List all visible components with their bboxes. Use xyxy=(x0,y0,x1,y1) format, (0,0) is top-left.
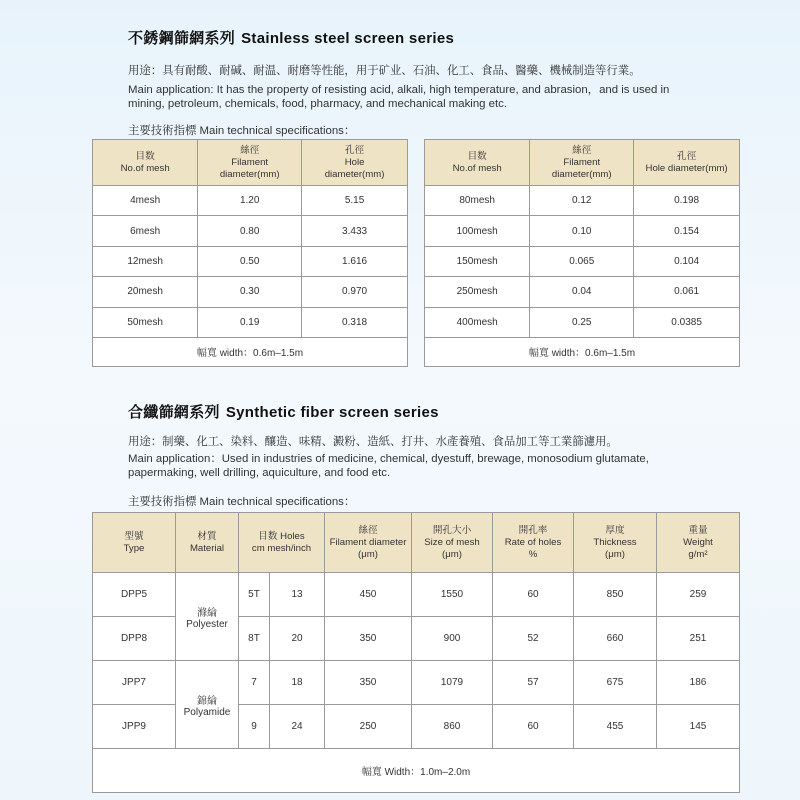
cell-type: JPP7 xyxy=(93,661,176,705)
header-mesh: 目数 No.of mesh xyxy=(93,140,198,186)
synthetic-usage-en-2: papermaking, well drilling, aquiculture, and food etc. xyxy=(128,467,391,479)
cell-hole: 0.970 xyxy=(302,277,408,307)
cell-material-polyamide: 錦綸 Polyamide xyxy=(176,661,239,749)
header-mesh-holes: 目数 Holes cm mesh/inch xyxy=(239,513,325,573)
cell-hole: 0.061 xyxy=(634,277,740,307)
cell-mesh-cm: 7 xyxy=(239,661,270,705)
cell-hole: 3.433 xyxy=(302,216,408,246)
header-hole: 孔徑 Hole diameter(mm) xyxy=(634,140,740,186)
stainless-title-en: Stainless steel screen series xyxy=(241,30,455,47)
cell-material-polyester: 滌綸 Polyester xyxy=(176,573,239,661)
header-type: 型號 Type xyxy=(93,513,176,573)
cell-rate: 57 xyxy=(493,661,574,705)
cell-mesh-inch: 18 xyxy=(270,661,325,705)
header-material: 材質 Material xyxy=(176,513,239,573)
cell-filament: 0.12 xyxy=(530,186,634,216)
stainless-usage-en-1: Main application: It has the property of resisting acid, alkali, high temperature, and abrasion，and is used in xyxy=(128,84,670,96)
cell-mesh-inch: 20 xyxy=(270,617,325,661)
cell-thickness: 660 xyxy=(574,617,657,661)
cell-mesh-inch: 24 xyxy=(270,705,325,749)
table-row xyxy=(93,307,408,337)
stainless-title xyxy=(128,27,454,48)
stainless-spec-label: 主要技術指標 Main technical specifications： xyxy=(128,125,356,137)
cell-type: JPP9 xyxy=(93,705,176,749)
cell-filament: 0.50 xyxy=(198,246,302,276)
table-row xyxy=(93,186,408,216)
cell-filament: 0.19 xyxy=(198,307,302,337)
cell-mesh: 50mesh xyxy=(93,307,198,337)
cell-hole: 0.198 xyxy=(634,186,740,216)
cell-weight: 251 xyxy=(657,617,740,661)
stainless-table-right xyxy=(424,139,740,367)
synthetic-usage-cn: 用途：制藥、化工、染料、釀造、味精、澱粉、造紙、打井、水產養殖、食品加工等工業篩濾用。 xyxy=(128,436,618,448)
header-mesh: 目数 No.of mesh xyxy=(425,140,530,186)
stainless-usage-cn: 用途：具有耐酸、耐碱、耐温、耐磨等性能，用于矿业、石油、化工、食品、醫藥、機械制造等行業。 xyxy=(128,65,641,77)
cell-rate: 52 xyxy=(493,617,574,661)
table-row xyxy=(93,661,740,705)
stainless-usage-en-2: mining, petroleum, chemicals, food, pharmacy, and mechanical making etc. xyxy=(128,98,508,110)
cell-mesh: 100mesh xyxy=(425,216,530,246)
cell-thickness: 455 xyxy=(574,705,657,749)
header-thickness: 厚度 Thickness (μm) xyxy=(574,513,657,573)
table-row xyxy=(93,216,408,246)
header-filament-diameter: 絲徑 Filament diameter (μm) xyxy=(325,513,412,573)
cell-thickness: 675 xyxy=(574,661,657,705)
cell-type: DPP5 xyxy=(93,573,176,617)
cell-size: 1079 xyxy=(412,661,493,705)
header-rate-of-holes: 開孔率 Rate of holes % xyxy=(493,513,574,573)
cell-rate: 60 xyxy=(493,573,574,617)
header-filament: 絲徑 Filament diameter(mm) xyxy=(198,140,302,186)
table-row xyxy=(425,186,740,216)
cell-mesh: 20mesh xyxy=(93,277,198,307)
cell-filament: 0.80 xyxy=(198,216,302,246)
cell-weight: 186 xyxy=(657,661,740,705)
cell-hole: 1.616 xyxy=(302,246,408,276)
cell-type: DPP8 xyxy=(93,617,176,661)
synthetic-usage-en-1: Main application：Used in industries of medicine, chemical, dyestuff, brewage, monosodium glutamate, xyxy=(128,453,649,465)
cell-mesh: 250mesh xyxy=(425,277,530,307)
cell-mesh-inch: 13 xyxy=(270,573,325,617)
cell-hole: 0.154 xyxy=(634,216,740,246)
cell-mesh-cm: 9 xyxy=(239,705,270,749)
cell-mesh: 12mesh xyxy=(93,246,198,276)
table-row xyxy=(425,307,740,337)
synthetic-title xyxy=(128,401,439,422)
table-row xyxy=(93,246,408,276)
cell-mesh: 80mesh xyxy=(425,186,530,216)
cell-filament: 0.25 xyxy=(530,307,634,337)
stainless-table-left xyxy=(92,139,408,367)
cell-filament: 0.30 xyxy=(198,277,302,307)
cell-mesh: 150mesh xyxy=(425,246,530,276)
table-row xyxy=(425,246,740,276)
synthetic-title-cn: 合纖篩網系列 xyxy=(128,404,220,421)
cell-mesh-cm: 5T xyxy=(239,573,270,617)
cell-filament: 350 xyxy=(325,617,412,661)
cell-filament: 0.065 xyxy=(530,246,634,276)
synthetic-title-en: Synthetic fiber screen series xyxy=(225,404,439,421)
cell-weight: 145 xyxy=(657,705,740,749)
table-row xyxy=(425,277,740,307)
synthetic-spec-label: 主要技術指標 Main technical specifications： xyxy=(128,496,356,508)
cell-filament: 0.10 xyxy=(530,216,634,246)
header-weight: 重量 Weight g/m² xyxy=(657,513,740,573)
cell-size: 1550 xyxy=(412,573,493,617)
cell-mesh: 400mesh xyxy=(425,307,530,337)
synthetic-table xyxy=(92,512,740,793)
table-row xyxy=(425,216,740,246)
cell-filament: 350 xyxy=(325,661,412,705)
stainless-title-cn: 不銹鋼篩網系列 xyxy=(128,30,236,47)
cell-thickness: 850 xyxy=(574,573,657,617)
cell-hole: 0.318 xyxy=(302,307,408,337)
cell-mesh: 6mesh xyxy=(93,216,198,246)
cell-rate: 60 xyxy=(493,705,574,749)
synthetic-width: 幅寬 Width：1.0m–2.0m xyxy=(93,749,740,793)
header-hole: 孔徑 Hole diameter(mm) xyxy=(302,140,408,186)
cell-filament: 250 xyxy=(325,705,412,749)
stainless-width-right: 幅寬 width：0.6m–1.5m xyxy=(425,337,740,366)
table-row xyxy=(93,277,408,307)
cell-filament: 0.04 xyxy=(530,277,634,307)
cell-mesh-cm: 8T xyxy=(239,617,270,661)
header-filament: 絲徑 Filament diameter(mm) xyxy=(530,140,634,186)
table-row xyxy=(93,573,740,617)
cell-filament: 1.20 xyxy=(198,186,302,216)
header-size-of-mesh: 開孔大小 Size of mesh (μm) xyxy=(412,513,493,573)
cell-hole: 0.0385 xyxy=(634,307,740,337)
cell-hole: 0.104 xyxy=(634,246,740,276)
cell-mesh: 4mesh xyxy=(93,186,198,216)
cell-size: 860 xyxy=(412,705,493,749)
cell-size: 900 xyxy=(412,617,493,661)
cell-weight: 259 xyxy=(657,573,740,617)
cell-hole: 5.15 xyxy=(302,186,408,216)
stainless-width-left: 幅寬 width：0.6m–1.5m xyxy=(93,337,408,366)
cell-filament: 450 xyxy=(325,573,412,617)
